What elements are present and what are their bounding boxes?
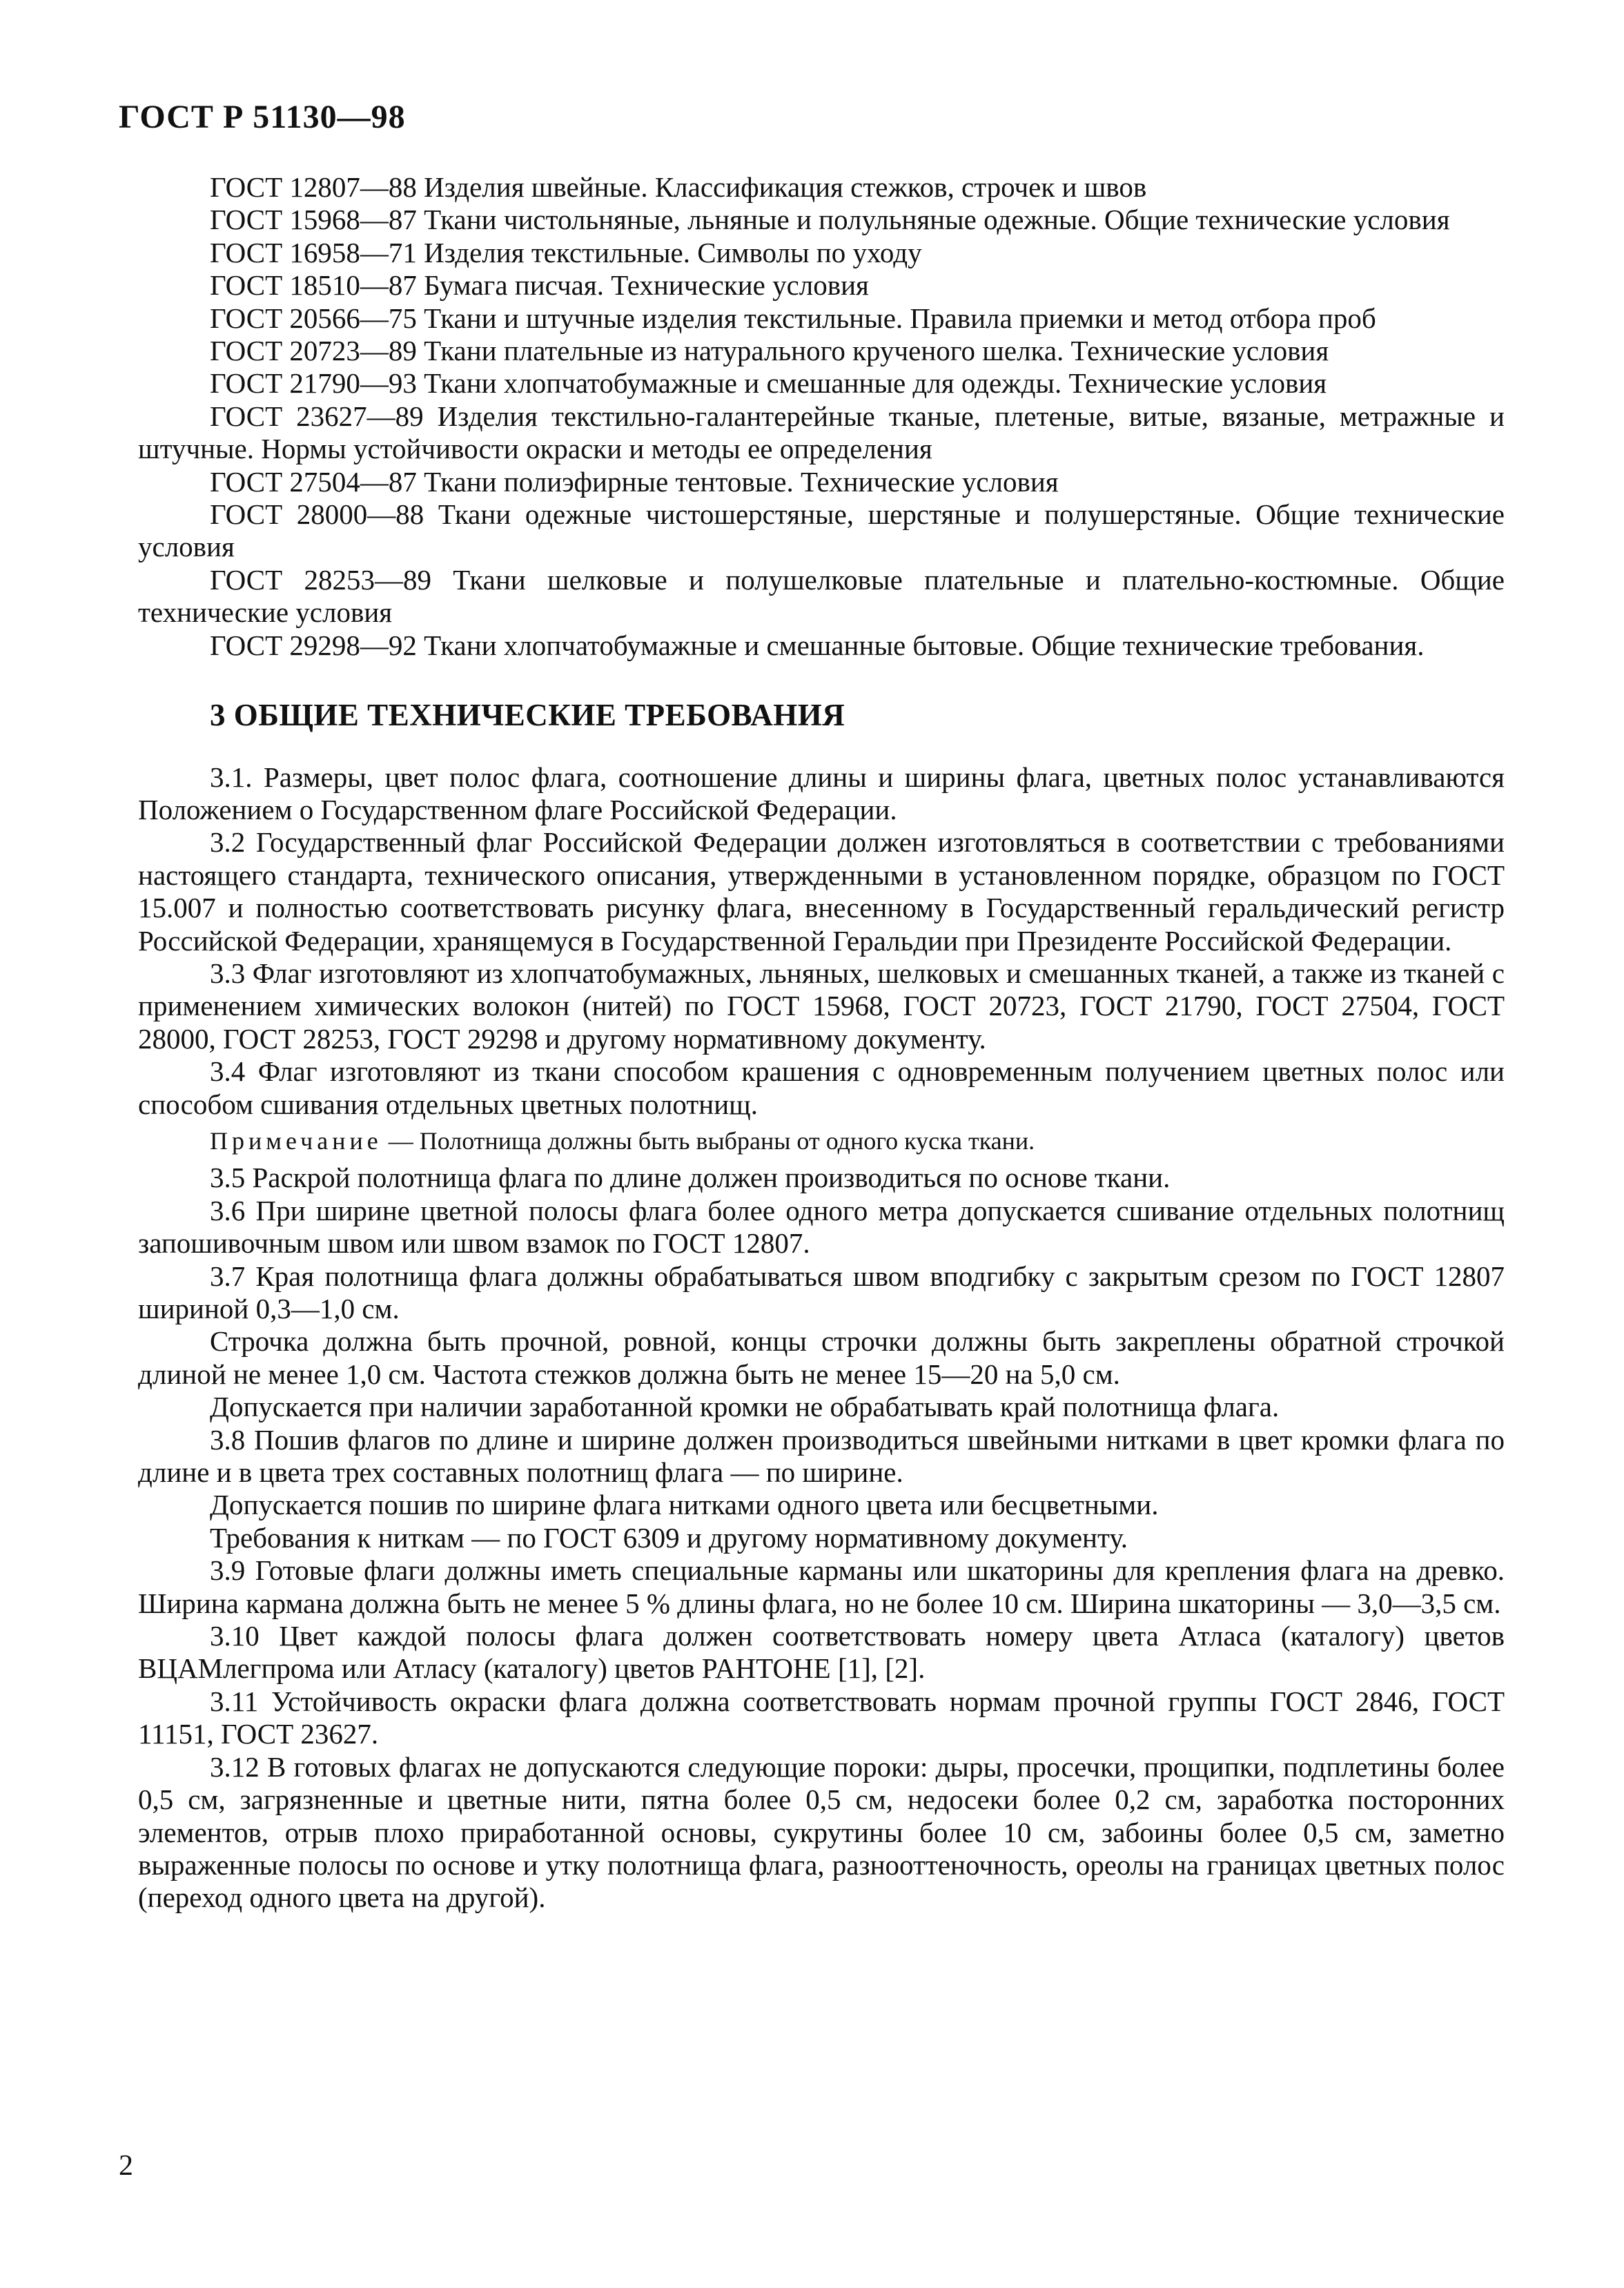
reference-item: ГОСТ 20723—89 Ткани плательные из натурального крученого шелка. Технические условия [210, 335, 1329, 367]
paragraph: 3.3 Флаг изготовляют из хлопчатобумажных, льняных, шелковых и смешанных тканей, а также из тканей с применением химических волокон (нитей) по ГОСТ 15968, ГОСТ 20723, ГОСТ 21790, ГОСТ 27504, ГОСТ 28000, ГОСТ 28253, ГОСТ 29298 и другому нормативному документу. [138, 957, 1505, 1055]
standard-header: ГОСТ Р 51130—98 [119, 99, 406, 135]
requirements-part-a [138, 761, 1505, 1121]
reference-item: ГОСТ 28000—88 Ткани одежные чистошерстяные, шерстяные и полушерстяные. Общие технические условия [138, 498, 1505, 563]
section-title: 3 ОБЩИЕ ТЕХНИЧЕСКИЕ ТРЕБОВАНИЯ [210, 698, 845, 733]
paragraph: Допускается пошив по ширине флага нитками одного цвета или бесцветными. [210, 1489, 1159, 1521]
reference-item: ГОСТ 15968—87 Ткани чистольняные, льняные и полульняные одежные. Общие технические условия [210, 204, 1450, 236]
reference-item: ГОСТ 28253—89 Ткани шелковые и полушелковые плательные и плательно-костюмные. Общие технические условия [138, 563, 1505, 629]
note [138, 1125, 1505, 1157]
document-body [138, 171, 1505, 1915]
paragraph: Строчка должна быть прочной, ровной, концы строчки должны быть закреплены обратной строчкой длиной не менее 1,0 см. Частота стежков должна быть не менее 15—20 на 5,0 см. [138, 1325, 1505, 1390]
paragraph: 3.10 Цвет каждой полосы флага должен соответствовать номеру цвета Атласа (каталогу) цветов ВЦАМлегпрома или Атласу (каталогу) цветов PAHTOHE [1], [2]. [138, 1620, 1505, 1685]
reference-item: ГОСТ 27504—87 Ткани полиэфирные тентовые. Технические условия [210, 465, 1059, 498]
requirements-part-b [138, 1162, 1505, 1914]
paragraph: 3.12 В готовых флагах не допускаются следующие пороки: дыры, просечки, прощипки, подплетины более 0,5 см, загрязненные и цветные нити, пятна более 0,5 см, недосеки более 0,2 см, заработка посторонних элементов, отрыв плохо приработанной основы, сукрутины более 10 см, забоины более 0,5 см, заметно выраженные полосы по основе и утку полотнища флага, разнооттеночность, ореолы на границах цветных полос (переход одного цвета на другой). [138, 1750, 1505, 1914]
paragraph: Допускается при наличии заработанной кромки не обрабатывать край полотнища флага. [210, 1391, 1280, 1423]
paragraph: 3.2 Государственный флаг Российской Федерации должен изготовляться в соответствии с требованиями настоящего стандарта, технического описания, утвержденными в установленном порядке, образцом по ГОСТ 15.007 и полностью соответствовать рисунку флага, внесенному в Государственный геральдический регистр Российской Федерации, хранящемуся в Государственной Геральдии при Президенте Российской Федерации. [138, 826, 1505, 957]
reference-item: ГОСТ 18510—87 Бумага писчая. Технические условия [210, 269, 869, 302]
reference-item: ГОСТ 12807—88 Изделия швейные. Классификация стежков, строчек и швов [210, 171, 1147, 203]
references-list [138, 171, 1505, 662]
paragraph: 3.5 Раскрой полотнища флага по длине должен производиться по основе ткани. [210, 1162, 1171, 1194]
paragraph: 3.9 Готовые флаги должны иметь специальные карманы или шкаторины для крепления флага на древко. Ширина кармана должна быть не менее 5 % длины флага, но не более 10 см. Ширина шкаторины — 3,0—3,5 см. [138, 1554, 1505, 1619]
note-text: — Полотнища должны быть выбраны от одного куска ткани. [382, 1126, 1035, 1155]
reference-item: ГОСТ 29298—92 Ткани хлопчатобумажные и смешанные бытовые. Общие технические требования. [210, 629, 1425, 661]
paragraph: 3.7 Края полотнища флага должны обрабатываться швом вподгибку с закрытым срезом по ГОСТ 12807 шириной 0,3—1,0 см. [138, 1260, 1505, 1324]
note-label: Примечание [210, 1126, 382, 1155]
reference-item: ГОСТ 21790—93 Ткани хлопчатобумажные и смешанные для одежды. Технические условия [210, 367, 1327, 400]
reference-item: ГОСТ 16958—71 Изделия текстильные. Символы по уходу [210, 236, 922, 268]
page-number: 2 [119, 2150, 133, 2182]
reference-item: ГОСТ 23627—89 Изделия текстильно-галантерейные тканые, плетеные, витые, вязаные, метражные и штучные. Нормы устойчивости окраски и методы ее определения [138, 400, 1505, 465]
paragraph: 3.11 Устойчивость окраски флага должна соответствовать нормам прочной группы ГОСТ 2846, ГОСТ 11151, ГОСТ 23627. [138, 1685, 1505, 1750]
paragraph: 3.6 При ширине цветной полосы флага более одного метра допускается сшивание отдельных полотнищ запошивочным швом или швом взамок по ГОСТ 12807. [138, 1194, 1505, 1260]
paragraph: 3.8 Пошив флагов по длине и ширине должен производиться швейными нитками в цвет кромки флага по длине и в цвета трех составных полотнищ флага — по ширине. [138, 1423, 1505, 1489]
reference-item: ГОСТ 20566—75 Ткани и штучные изделия текстильные. Правила приемки и метод отбора проб [210, 302, 1376, 334]
paragraph: Требования к ниткам — по ГОСТ 6309 и другому нормативному документу. [210, 1521, 1128, 1554]
paragraph: 3.4 Флаг изготовляют из ткани способом крашения с одновременным получением цветных полос или способом сшивания отдельных цветных полотнищ. [138, 1055, 1505, 1120]
paragraph: 3.1. Размеры, цвет полос флага, соотношение длины и ширины флага, цветных полос устанавливаются Положением о Государственном флаге Российской Федерации. [138, 761, 1505, 825]
